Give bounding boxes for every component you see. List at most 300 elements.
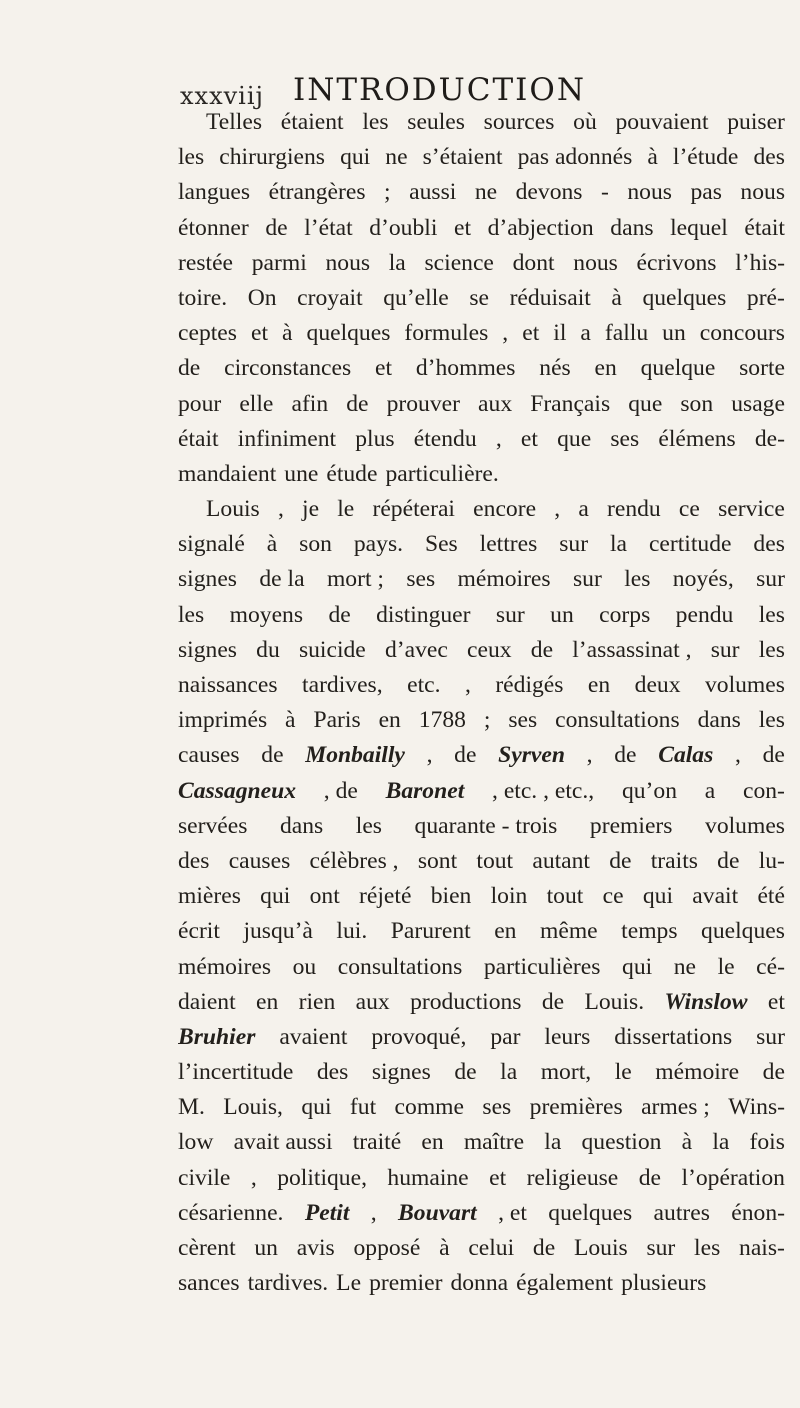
page-number: xxxviij	[180, 82, 264, 110]
word: afin	[291, 390, 329, 417]
word: noyés,	[672, 566, 734, 593]
word: provoqué,	[371, 1023, 467, 1050]
word: donna	[450, 1270, 509, 1297]
word: question	[581, 1129, 662, 1156]
word: devons	[515, 179, 583, 206]
word: pas adonnés	[517, 144, 633, 171]
word: dans	[697, 707, 741, 734]
word: et	[522, 320, 540, 347]
word: l’assassinat ,	[572, 636, 692, 663]
word: croyait	[297, 284, 363, 311]
word: rédigés	[495, 672, 564, 698]
word: en	[494, 918, 517, 945]
word: daient	[178, 988, 236, 1015]
word: politique,	[277, 1164, 367, 1191]
word: les	[355, 812, 382, 839]
word: un	[662, 320, 686, 347]
word: ce	[602, 883, 624, 910]
word: je	[302, 496, 320, 523]
word: nous	[627, 179, 672, 206]
word: parmi	[251, 249, 307, 276]
word: avis	[296, 1235, 335, 1261]
word: qui	[301, 1094, 332, 1121]
text-line	[178, 985, 785, 1020]
word: l’état	[304, 214, 353, 241]
word: premiers	[589, 812, 673, 839]
word: mémoire	[655, 1059, 740, 1086]
word: les	[758, 601, 785, 628]
word: concours	[699, 320, 785, 347]
text-line	[178, 211, 785, 246]
word: signalé	[178, 531, 245, 558]
word: comme	[394, 1094, 464, 1121]
word: aux	[478, 390, 513, 417]
word: signes	[178, 636, 237, 663]
word: , etc. , etc.,	[492, 777, 595, 804]
word: langues	[178, 179, 251, 206]
text-line	[178, 809, 785, 844]
word: premier	[369, 1270, 443, 1297]
word: avaient	[279, 1023, 348, 1050]
word: à	[285, 707, 296, 734]
word: une	[284, 460, 319, 487]
word: ,	[250, 1164, 257, 1191]
text-line	[178, 703, 785, 738]
word: de	[328, 601, 351, 628]
word: était	[744, 214, 785, 241]
text-line	[178, 492, 785, 527]
word: ne	[673, 953, 697, 980]
word: traits	[650, 847, 698, 874]
italic-word: Petit	[304, 1199, 350, 1226]
word: chirurgiens	[219, 144, 325, 171]
italic-word: Baronet	[385, 777, 465, 804]
text-line	[178, 457, 785, 492]
word: de	[532, 1235, 556, 1261]
text-line	[178, 738, 785, 773]
word: avait	[692, 883, 739, 910]
word: la	[500, 1059, 518, 1086]
word: cèrent	[178, 1235, 236, 1261]
word: Louis	[206, 496, 260, 523]
word: M.	[178, 1094, 205, 1121]
word: Louis.	[584, 988, 645, 1015]
word: ,	[495, 425, 502, 452]
word: tout	[546, 883, 584, 910]
word: Telles	[206, 109, 263, 135]
text-line	[178, 1020, 785, 1055]
word: elle	[239, 390, 274, 417]
word: a	[704, 777, 716, 804]
word: de	[178, 355, 201, 382]
word: de	[614, 742, 637, 769]
word: Louis,	[223, 1094, 283, 1121]
word: et	[453, 214, 471, 241]
word: pré-	[746, 284, 785, 311]
word: sur	[559, 531, 589, 558]
word: causes	[178, 742, 240, 769]
word: fois	[749, 1129, 785, 1156]
word: sur	[572, 566, 602, 593]
word: pour	[178, 390, 222, 417]
italic-word: Winslow	[664, 988, 748, 1015]
word: sur	[495, 601, 525, 628]
word: d’hommes	[415, 355, 516, 382]
word: écrivons	[636, 249, 717, 276]
word: de	[609, 847, 632, 874]
word: ,	[464, 672, 471, 698]
word: 1788	[418, 707, 466, 734]
word: été	[757, 883, 785, 910]
word: circonstances	[224, 355, 352, 382]
word: imprimés	[178, 707, 268, 734]
italic-word: Bruhier	[178, 1023, 256, 1050]
word: que	[557, 425, 592, 452]
word: maître	[463, 1129, 525, 1156]
word: du	[256, 636, 280, 663]
word: étrangères	[268, 179, 366, 206]
word: pouvaient	[615, 109, 709, 135]
italic-word: Cassagneux	[178, 777, 297, 804]
word: l’incertitude	[178, 1059, 294, 1086]
word: de	[638, 1164, 661, 1191]
word: usage	[731, 390, 785, 417]
word: la	[712, 1129, 730, 1156]
word: réduisait	[509, 284, 591, 311]
word: certitude	[648, 531, 732, 558]
word: aussi	[409, 179, 457, 206]
word: de	[530, 636, 554, 663]
word: ne	[474, 179, 498, 206]
word: infiniment	[237, 425, 337, 452]
word: Parurent	[390, 918, 471, 945]
word: productions	[410, 988, 522, 1015]
word: deux	[634, 672, 681, 698]
word: mandaient	[178, 460, 277, 487]
word: s’étaient	[422, 144, 503, 171]
word: et	[250, 320, 268, 347]
word: ont	[309, 883, 340, 910]
word: avait aussi	[233, 1129, 333, 1156]
word: de	[541, 988, 565, 1015]
word: mémoires	[178, 953, 272, 980]
word: en	[421, 1129, 444, 1156]
word: pas	[690, 179, 722, 206]
word: étendu	[413, 425, 477, 452]
word: Louis	[573, 1235, 628, 1261]
word: signes	[178, 566, 237, 593]
word: ceux	[467, 636, 512, 663]
word: autant	[532, 847, 590, 874]
text-line	[178, 950, 785, 985]
word: science	[424, 249, 494, 276]
word: quelque	[640, 355, 716, 382]
word: lequel	[670, 214, 728, 241]
word: ,	[502, 320, 509, 347]
word: et	[520, 425, 538, 452]
text-line	[178, 527, 785, 562]
word: cé-	[756, 953, 785, 980]
word: lu-	[758, 847, 785, 874]
word: autres	[653, 1199, 710, 1226]
word: de	[454, 1059, 477, 1086]
word: à	[282, 320, 293, 347]
word: opposé	[353, 1235, 421, 1261]
word: mémoires	[457, 566, 551, 593]
word: ,	[277, 496, 284, 523]
word: et	[375, 355, 393, 382]
word: volumes	[704, 672, 785, 698]
running-head: INTRODUCTION	[293, 72, 586, 108]
word: où	[573, 109, 597, 135]
italic-word: Calas	[658, 742, 714, 769]
word: l’his-	[735, 249, 785, 276]
word: etc.	[407, 672, 441, 698]
word: que	[628, 390, 663, 417]
word: pendu	[675, 601, 734, 628]
text-line	[178, 1125, 785, 1160]
word: en	[256, 988, 279, 1015]
word: réjeté	[359, 883, 412, 910]
word: lettres	[479, 531, 538, 558]
word: nous	[573, 249, 618, 276]
word: des	[178, 847, 210, 874]
word: rendu	[607, 496, 661, 523]
word: le	[717, 953, 735, 980]
word: nais-	[739, 1235, 785, 1261]
word: puiser	[727, 109, 785, 135]
word: quelques	[642, 284, 727, 311]
word: loin	[490, 883, 528, 910]
word: consultations	[337, 953, 463, 980]
word: étaient	[280, 109, 344, 135]
word: la	[610, 531, 628, 558]
word: nous	[325, 249, 371, 276]
word: ses	[406, 566, 436, 593]
text-line	[178, 105, 785, 140]
word: ne	[385, 144, 408, 171]
word: seules	[407, 109, 465, 135]
word: les	[758, 707, 785, 734]
word: sur	[756, 1023, 785, 1050]
word: de	[346, 390, 369, 417]
word: a	[578, 496, 589, 523]
word: d’abjection	[487, 214, 594, 241]
word: ses	[610, 425, 640, 452]
word: ,	[554, 496, 561, 523]
word: sorte	[739, 355, 785, 382]
word: dans	[610, 214, 654, 241]
word: aux	[355, 988, 390, 1015]
text-line	[178, 281, 785, 316]
word: le	[337, 496, 355, 523]
word: toire.	[178, 284, 228, 311]
word: à	[681, 1129, 693, 1156]
text-line	[178, 316, 785, 351]
word: de	[265, 214, 288, 241]
text-line	[178, 140, 785, 175]
word: de	[454, 742, 477, 769]
word: particulière.	[385, 460, 499, 487]
word: con-	[742, 777, 785, 804]
word: étonner	[178, 214, 249, 241]
word: et	[767, 988, 785, 1015]
text-line	[178, 633, 785, 668]
text-line	[178, 246, 785, 281]
word: les	[694, 1235, 721, 1261]
word: naissances	[178, 672, 278, 698]
word: qu’elle	[383, 284, 449, 311]
word: par	[490, 1023, 521, 1050]
word: distinguer	[376, 601, 471, 628]
word: ;	[483, 707, 491, 734]
word: écrit	[178, 918, 220, 945]
word: son	[299, 531, 332, 558]
word: consultations	[555, 707, 680, 734]
word: sances	[178, 1270, 240, 1297]
word: formules	[404, 320, 489, 347]
text-line	[178, 562, 785, 597]
word: de-	[754, 425, 785, 452]
word: à	[439, 1235, 450, 1261]
word: On	[247, 284, 277, 311]
word: de la	[259, 566, 305, 593]
word: bien	[430, 883, 472, 910]
word: corps	[599, 601, 651, 628]
word: volumes	[705, 812, 785, 839]
text-line	[178, 1161, 785, 1196]
word: d’oubli	[369, 214, 438, 241]
word: plusieurs	[621, 1270, 707, 1297]
word: quelques	[548, 1199, 633, 1226]
word: nés	[539, 355, 571, 382]
word: en	[378, 707, 401, 734]
text-line	[178, 351, 785, 386]
word: service	[718, 496, 785, 523]
word: énon-	[731, 1199, 785, 1226]
word: traité	[352, 1129, 402, 1156]
word: sur	[756, 566, 785, 593]
word: ou	[292, 953, 317, 980]
word: célèbres ,	[309, 847, 399, 874]
word: césarienne.	[178, 1199, 284, 1226]
word: moyens	[229, 601, 304, 628]
word: fallu	[604, 320, 649, 347]
word: de	[261, 742, 284, 769]
word: rien	[298, 988, 336, 1015]
word: de	[717, 847, 740, 874]
word: qui	[260, 883, 291, 910]
word: qui	[622, 953, 653, 980]
word: les	[758, 636, 785, 663]
word: tout	[476, 847, 514, 874]
word: Paris	[313, 707, 361, 734]
word: mières	[178, 883, 241, 910]
word: répéterai	[372, 496, 455, 523]
word: d’avec	[384, 636, 448, 663]
word: ses	[508, 707, 538, 734]
word: les	[624, 566, 651, 593]
word: des	[753, 531, 785, 558]
word: tardives.	[247, 1270, 329, 1297]
word: restée	[178, 249, 234, 276]
word: également	[516, 1270, 614, 1297]
text-line	[178, 1196, 785, 1231]
word: ses	[482, 1094, 512, 1121]
word: lui.	[336, 918, 368, 945]
word: l’opération	[681, 1164, 785, 1191]
word: le	[614, 1059, 632, 1086]
word: ;	[384, 179, 391, 206]
word: ceptes	[178, 320, 237, 347]
word: ce	[678, 496, 700, 523]
word: quarante - trois	[414, 812, 558, 839]
word: à	[611, 284, 622, 311]
word: de	[762, 1059, 785, 1086]
word: causes	[228, 847, 291, 874]
word: dissertations	[614, 1023, 733, 1050]
word: les	[178, 601, 205, 628]
text-line	[178, 422, 785, 457]
word: armes ;	[641, 1094, 710, 1121]
word: élémens	[658, 425, 736, 452]
word: étude	[326, 460, 378, 487]
word: un	[254, 1235, 278, 1261]
word: sur	[646, 1235, 676, 1261]
word: même	[540, 918, 598, 945]
body-text	[178, 105, 785, 1301]
word: a	[580, 320, 591, 347]
word: particulières	[483, 953, 601, 980]
word: ,	[426, 742, 433, 769]
word: Wins-	[728, 1094, 785, 1121]
word: un	[550, 601, 574, 628]
word: il	[553, 320, 567, 347]
word: les	[362, 109, 389, 135]
word: des	[316, 1059, 349, 1086]
word: des	[753, 144, 785, 171]
word: leurs	[544, 1023, 591, 1050]
word: temps	[621, 918, 678, 945]
text-line	[178, 387, 785, 422]
word: à	[647, 144, 658, 171]
word: l’étude	[672, 144, 739, 171]
italic-word: Syrven	[498, 742, 565, 769]
word: Le	[336, 1270, 362, 1297]
text-line	[178, 598, 785, 633]
word: qui	[642, 883, 674, 910]
word: sont	[417, 847, 458, 874]
word: Ses	[424, 531, 458, 558]
word: religieuse	[526, 1164, 619, 1191]
word: en	[594, 355, 617, 382]
text-line	[178, 668, 785, 703]
word: nous	[740, 179, 785, 206]
word: son	[680, 390, 714, 417]
word: premières	[529, 1094, 623, 1121]
word: ,	[370, 1199, 377, 1226]
word: sur	[710, 636, 740, 663]
word: à	[266, 531, 278, 558]
word: dont	[512, 249, 555, 276]
text-line	[178, 774, 785, 809]
italic-word: Monbailly	[305, 742, 405, 769]
word: plus	[355, 425, 395, 452]
word: encore	[473, 496, 537, 523]
word: quelques	[306, 320, 391, 347]
word: mort ;	[326, 566, 384, 593]
italic-word: Bouvart	[398, 1199, 477, 1226]
